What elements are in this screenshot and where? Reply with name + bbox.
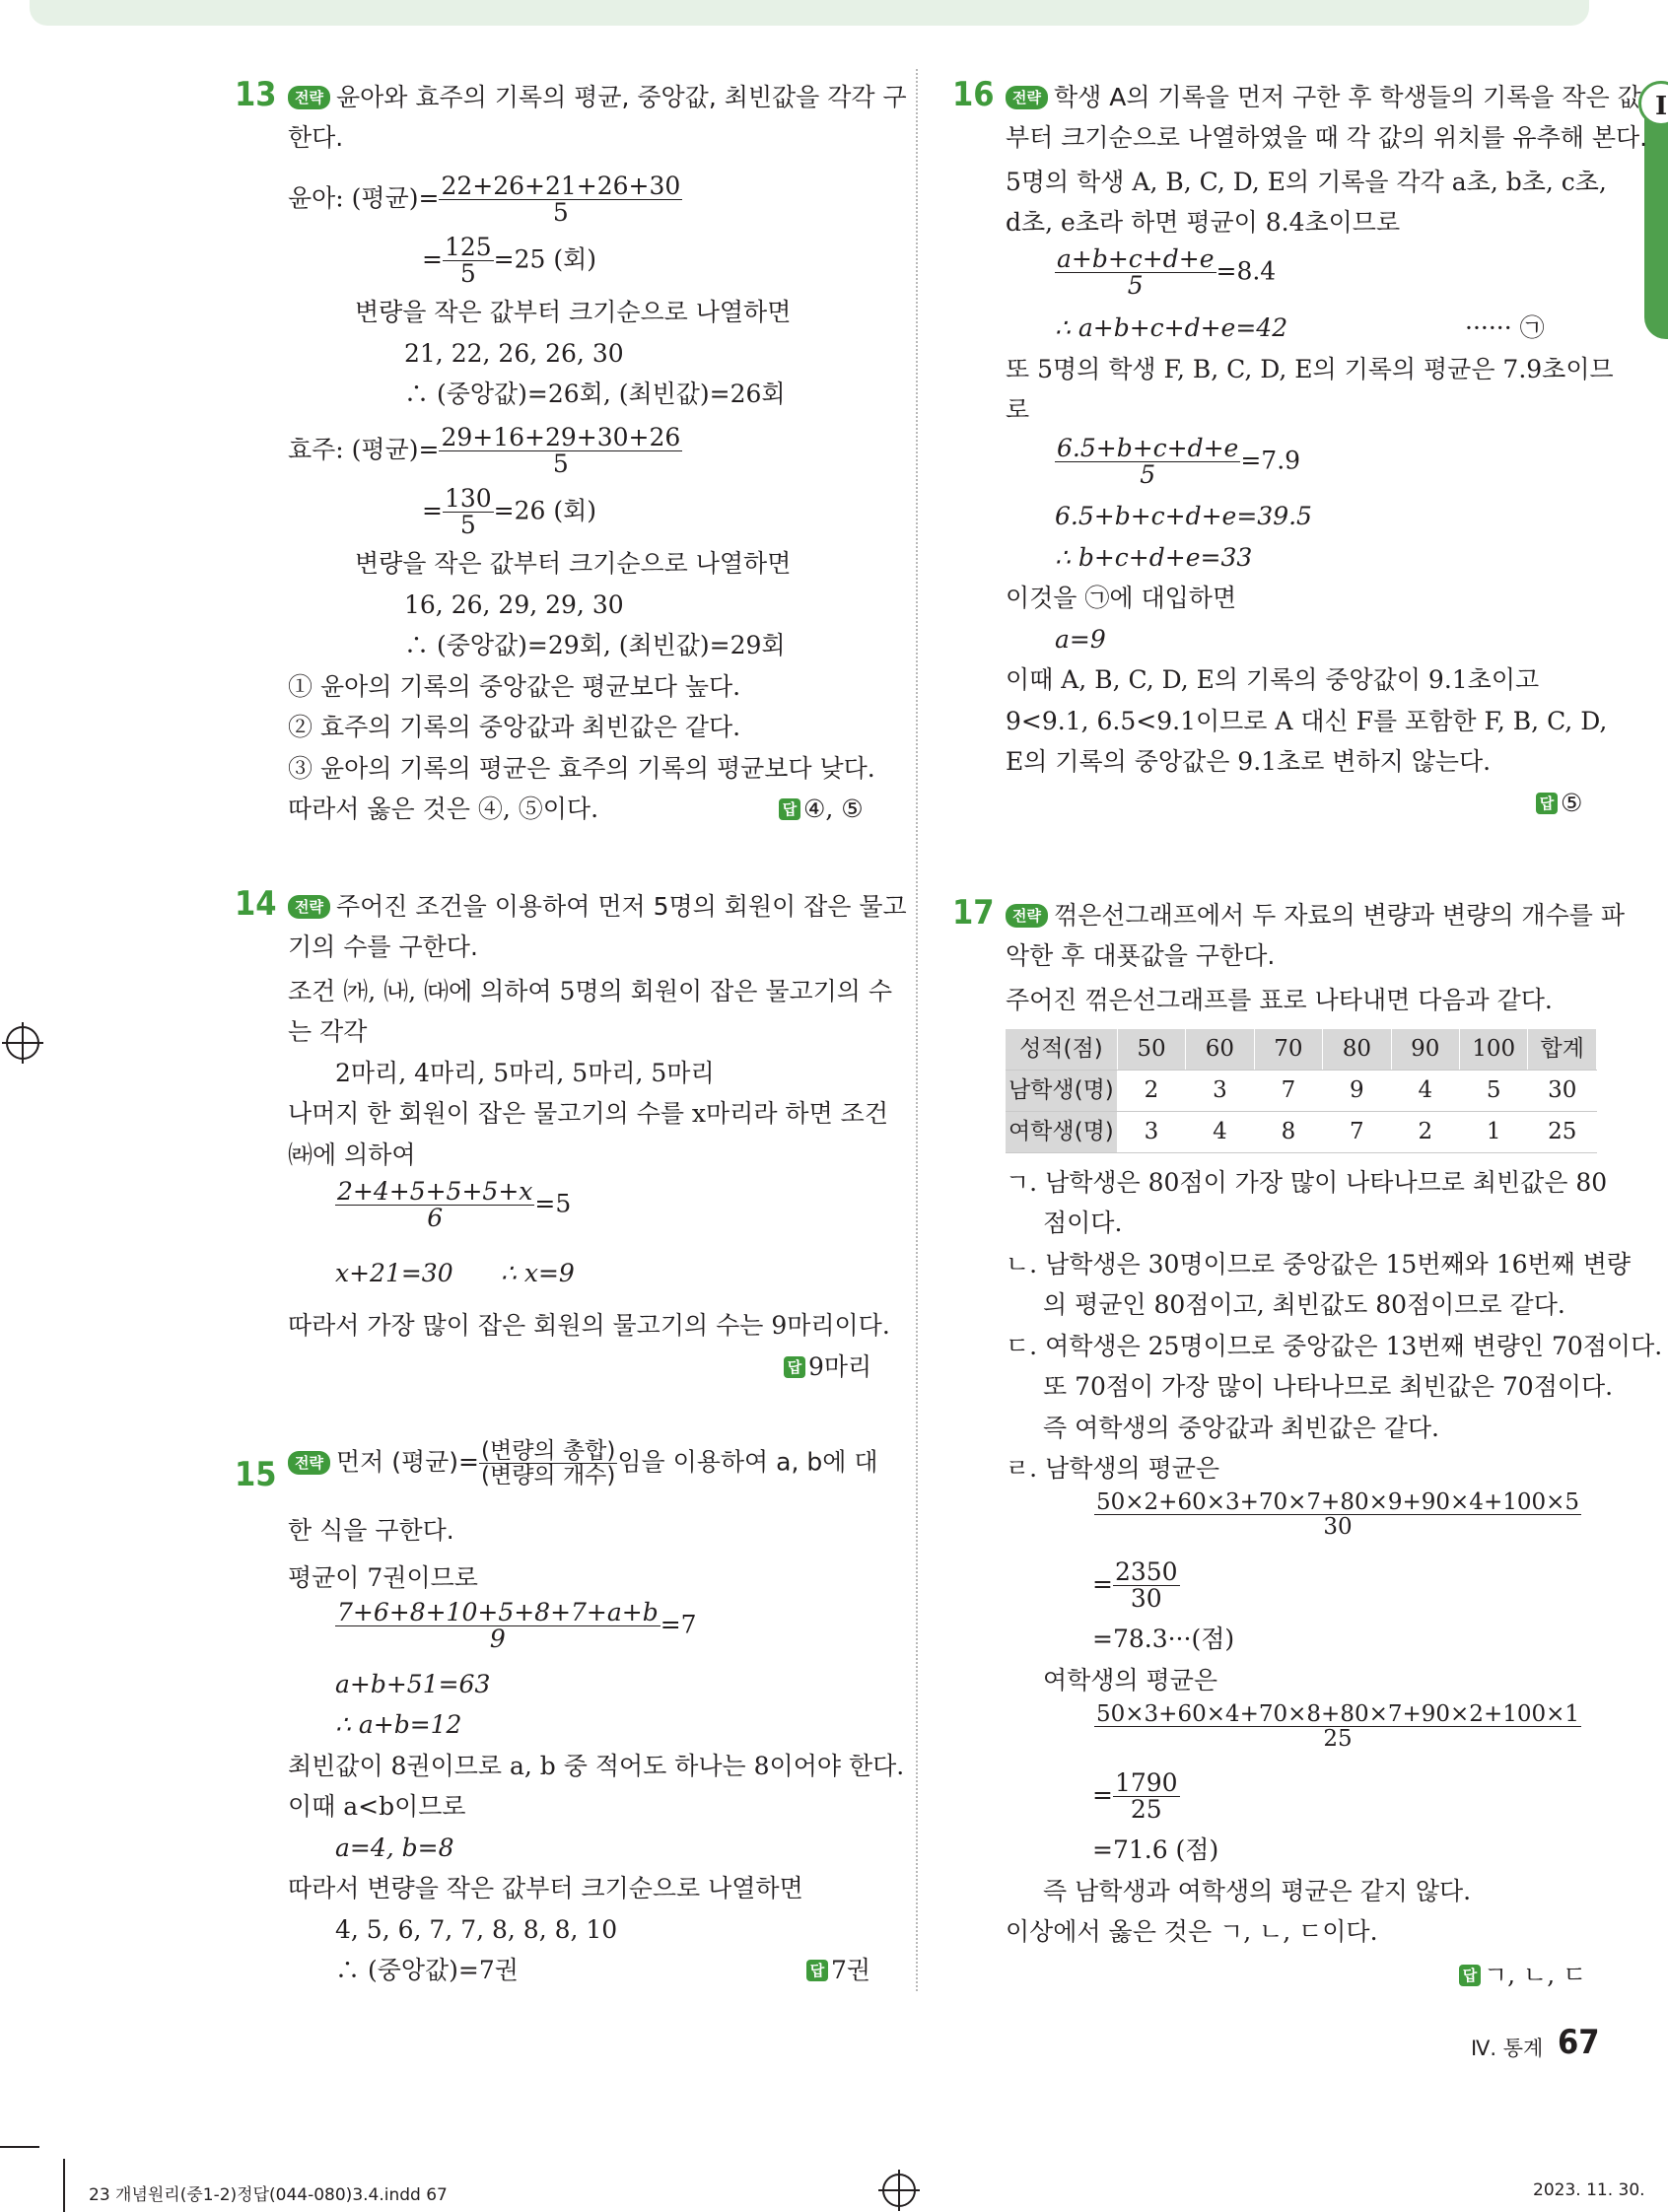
female-mean-expr: [1094, 1702, 1581, 1751]
final-line: 이상에서 옳은 것은 ㄱ, ㄴ, ㄷ이다.: [1006, 1917, 1378, 1946]
equation: ∴ a+b=12: [335, 1710, 462, 1739]
item-mark: ㄹ.: [1006, 1454, 1038, 1483]
sorted-values: 4, 5, 6, 7, 7, 8, 8, 8, 10: [335, 1915, 618, 1944]
female-mean-result: =71.6 (점): [1092, 1835, 1219, 1864]
body-line: 로: [1006, 395, 1030, 424]
table-row-header: 여학생(명): [1006, 1112, 1117, 1153]
fraction-num: 6.5+b+c+d+e: [1057, 434, 1239, 462]
fraction-den: 5: [552, 449, 569, 479]
answer-badge: 답: [784, 1356, 805, 1378]
male-mean-result: =78.3···(점): [1092, 1624, 1235, 1653]
yuna-mean: [288, 173, 682, 227]
page-number: 67: [1558, 2023, 1600, 2062]
strategy-text-cont: 한 식을 구한다.: [288, 1516, 454, 1545]
equation-tag: ······ ㉠: [1465, 313, 1545, 342]
problem-number: 14: [235, 884, 277, 924]
body-line: 주어진 꺾은선그래프를 표로 나타내면 다음과 같다.: [1006, 986, 1553, 1014]
conclusion: ∴ (중앙값)=26회, (최빈값)=26회: [404, 380, 786, 408]
yuna-mean-2: [422, 235, 596, 288]
strategy-text: 꺾은선그래프에서 두 자료의 변량과 변량의 개수를 파: [1053, 901, 1625, 930]
sort-text: 변량을 작은 값부터 크기순으로 나열하면: [355, 549, 792, 578]
answer: [1459, 1955, 1586, 1995]
fraction-num: 22+26+21+26+30: [441, 172, 681, 200]
body-line: 조건 ㈎, ㈏, ㈐에 의하여 5명의 회원이 잡은 물고기의 수: [288, 977, 893, 1005]
fraction-num: a+b+c+d+e: [1057, 244, 1215, 273]
chapter-tab-label: I: [1638, 81, 1668, 126]
body-line: 는 각각: [288, 1017, 368, 1046]
registration-mark-bottom: [882, 2174, 916, 2207]
female-mean-2: [1092, 1770, 1180, 1824]
strategy-text: 윤아와 효주의 기록의 평균, 중앙값, 최빈값을 각각 구: [335, 83, 907, 111]
table-cell: 3: [1117, 1112, 1185, 1153]
fraction: [439, 173, 682, 227]
problem-number: 15: [235, 1455, 277, 1494]
table-header-cell: 70: [1254, 1029, 1322, 1071]
statement-mark: ②: [288, 713, 313, 741]
table-cell: 3: [1186, 1071, 1254, 1112]
final-line: 따라서 가장 많이 잡은 회원의 물고기의 수는 9마리이다.: [288, 1311, 890, 1340]
equation: [1055, 436, 1300, 489]
table-cell: 2: [1117, 1071, 1185, 1112]
fraction-num: 130: [444, 484, 492, 513]
strategy-text-cont: 한다.: [288, 123, 344, 152]
fraction: [439, 425, 682, 478]
answer: [784, 1347, 871, 1387]
result: =25 (회): [493, 244, 597, 274]
answer-badge: 답: [806, 1960, 828, 1981]
fraction: [1113, 1559, 1180, 1613]
statement-mark: ①: [288, 672, 313, 701]
table-cell: 7: [1323, 1112, 1391, 1153]
item-text: 즉 남학생과 여학생의 평균은 같지 않다.: [1043, 1877, 1472, 1905]
right-column: [917, 0, 1663, 2070]
item-text: 즉 여학생의 중앙값과 최빈값은 같다.: [1043, 1414, 1439, 1442]
fraction: [1113, 1770, 1180, 1824]
problem-number: 17: [952, 893, 995, 933]
table-header-cell: 60: [1186, 1029, 1254, 1071]
body-line: ㈑에 의하여: [288, 1141, 416, 1169]
item-mark: ㄷ.: [1006, 1332, 1038, 1360]
fraction-num: 2+4+5+5+5+x: [337, 1177, 533, 1206]
fraction-den: 25: [1130, 1795, 1162, 1825]
rhs: =7: [660, 1610, 697, 1639]
fraction: [1094, 1702, 1581, 1751]
footer-date: 2023. 11. 30.: [1533, 2180, 1645, 2200]
equation: [335, 1179, 571, 1232]
strategy-text: 학생 A의 기록을 먼저 구한 후 학생들의 기록을 작은 값: [1053, 83, 1641, 111]
fraction: [1055, 436, 1240, 489]
table-header-cell: 성적(점): [1006, 1029, 1117, 1071]
strategy-text-cont: 부터 크기순으로 나열하였을 때 각 값의 위치를 유추해 본다.: [1006, 123, 1648, 152]
answer-text: 7권: [831, 1956, 871, 1984]
trim-line: [0, 2146, 39, 2148]
item-n: [1006, 1244, 1631, 1284]
conclusion: ∴ (중앙값)=29회, (최빈값)=29회: [404, 631, 786, 659]
answer-text: ㄱ, ㄴ, ㄷ: [1484, 1961, 1587, 1989]
table-header-cell: 80: [1323, 1029, 1391, 1071]
body-line: 이것을 ㉠에 대입하면: [1006, 584, 1237, 612]
statement-text: 효주의 기록의 중앙값과 최빈값은 같다.: [319, 713, 741, 741]
strategy-line: [288, 1439, 877, 1487]
fraction-den: 6: [427, 1204, 444, 1233]
statement-3: [288, 748, 875, 789]
statement-text: 윤아의 기록의 평균은 효주의 기록의 평균보다 낮다.: [319, 754, 875, 783]
hyoju-label: 효주: (평균)=: [288, 435, 440, 464]
equation: ∴ a+b+c+d+e=42: [1055, 313, 1288, 342]
fraction: [443, 235, 494, 288]
body-line: 나머지 한 회원이 잡은 물고기의 수를 x마리라 하면 조건: [288, 1099, 888, 1128]
fraction-den: 30: [1323, 1514, 1353, 1541]
body-line: d초, e초라 하면 평균이 8.4초이므로: [1006, 208, 1401, 237]
equation: [1055, 246, 1276, 300]
strategy-line: [1006, 895, 1625, 935]
section-label: Ⅳ. 통계: [1471, 2037, 1544, 2060]
eq: =: [422, 244, 443, 274]
table-header-row: [1006, 1029, 1597, 1071]
male-mean-2: [1092, 1559, 1180, 1613]
strategy-badge: 전략: [288, 86, 330, 109]
problem-number: 13: [235, 75, 277, 114]
footer-file-info: 23 개념원리(중1-2)정답(044-080)3.4.indd 67: [89, 2185, 448, 2205]
table-header-cell: 합계: [1528, 1029, 1597, 1071]
fraction-num: 29+16+29+30+26: [441, 423, 681, 451]
sorted-values: 21, 22, 26, 26, 30: [404, 339, 624, 368]
trim-line: [63, 2159, 65, 2212]
eq: =: [1092, 1569, 1113, 1599]
table-row: [1006, 1112, 1597, 1153]
registration-mark-left: [6, 1026, 39, 1060]
body-line: 이때 A, B, C, D, E의 기록의 중앙값이 9.1초이고: [1006, 665, 1540, 694]
item-text: 남학생은 80점이 가장 많이 나타나므로 최빈값은 80: [1045, 1168, 1608, 1197]
statement-text: 윤아의 기록의 중앙값은 평균보다 높다.: [319, 672, 741, 701]
fraction: [335, 1179, 534, 1232]
fraction-num: 2350: [1114, 1557, 1178, 1586]
answer: [806, 1950, 870, 1990]
eq: =: [1092, 1780, 1113, 1810]
body-line: 최빈값이 8권이므로 a, b 중 적어도 하나는 8이어야 한다.: [288, 1752, 905, 1780]
male-mean-expr: [1094, 1490, 1581, 1539]
equation: ∴ b+c+d+e=33: [1055, 543, 1253, 572]
item-text: 점이다.: [1043, 1209, 1123, 1237]
item-mark: ㄱ.: [1006, 1168, 1038, 1197]
table-cell: 1: [1460, 1112, 1528, 1153]
fraction-num: 125: [444, 233, 492, 261]
body-line: 9<9.1, 6.5<9.1이므로 A 대신 F를 포함한 F, B, C, D,: [1006, 707, 1608, 735]
fraction: [335, 1600, 660, 1653]
answer-badge: 답: [1536, 793, 1558, 814]
strategy-text-cont: 악한 후 대푯값을 구한다.: [1006, 941, 1276, 970]
body-line: 이때 a<b이므로: [288, 1792, 466, 1821]
equation: [335, 1600, 697, 1653]
item-text: 또 70점이 가장 많이 나타나므로 최빈값은 70점이다.: [1043, 1372, 1614, 1401]
rhs: =5: [534, 1189, 572, 1218]
hyoju-mean-2: [422, 486, 596, 539]
table-row: [1006, 1071, 1597, 1112]
strategy-text: 먼저 (평균)=: [335, 1447, 479, 1477]
item-g: [1006, 1162, 1607, 1203]
rhs: =8.4: [1216, 256, 1277, 286]
table-cell: 5: [1460, 1071, 1528, 1112]
fraction-den: (변량의 개수): [481, 1463, 616, 1489]
strategy-text-cont: 기의 수를 구한다.: [288, 933, 478, 961]
fraction-den: 25: [1323, 1726, 1353, 1753]
table-row-header: 남학생(명): [1006, 1071, 1117, 1112]
strategy-line: [288, 77, 907, 117]
fraction-num: 50×2+60×3+70×7+80×9+90×4+100×5: [1096, 1489, 1580, 1515]
fraction-num: 7+6+8+10+5+8+7+a+b: [337, 1598, 659, 1626]
strategy-badge: 전략: [288, 1451, 330, 1475]
table-cell: 8: [1254, 1112, 1322, 1153]
item-text: 의 평균인 80점이고, 최빈값도 80점이므로 같다.: [1043, 1290, 1565, 1319]
fraction-num: 1790: [1114, 1768, 1178, 1797]
strategy-line: [288, 886, 907, 927]
fraction-den: 5: [1140, 460, 1156, 490]
body-line: 평균이 7권이므로: [288, 1563, 478, 1592]
fraction-num: (변량의 총합): [481, 1438, 616, 1464]
table-cell: 7: [1254, 1071, 1322, 1112]
answer: [1536, 783, 1582, 823]
sort-text: 변량을 작은 값부터 크기순으로 나열하면: [355, 298, 792, 326]
yuna-label: 윤아: (평균)=: [288, 183, 440, 213]
table-cell: 25: [1528, 1112, 1597, 1153]
table-header-cell: 50: [1117, 1029, 1185, 1071]
table-header-cell: 100: [1460, 1029, 1528, 1071]
equation: a=9: [1055, 625, 1106, 654]
table-cell: 4: [1391, 1071, 1459, 1112]
final-line: 따라서 옳은 것은 ④, ⑤이다.: [288, 795, 599, 823]
body-line: 5명의 학생 A, B, C, D, E의 기록을 각각 a초, b초, c초,: [1006, 168, 1607, 196]
strategy-line: [1006, 77, 1641, 117]
body-line: 따라서 변량을 작은 값부터 크기순으로 나열하면: [288, 1874, 803, 1902]
table-header-cell: 90: [1391, 1029, 1459, 1071]
fraction-den: 5: [459, 259, 476, 289]
fraction-den: 9: [489, 1624, 506, 1654]
equation: ∴ x=9: [501, 1259, 575, 1287]
equation: x+21=30: [335, 1259, 453, 1287]
hyoju-mean: [288, 425, 682, 478]
sorted-values: 16, 26, 29, 29, 30: [404, 590, 624, 619]
statement-1: [288, 666, 740, 707]
table-cell: 9: [1323, 1071, 1391, 1112]
fraction-den: 5: [552, 198, 569, 228]
fraction-den: 5: [459, 511, 476, 540]
strategy-badge: 전략: [288, 895, 330, 919]
score-table: [1006, 1029, 1597, 1153]
fraction: [1094, 1490, 1581, 1539]
answer-text: ④, ⑤: [803, 795, 864, 823]
result: =26 (회): [493, 496, 597, 525]
fraction: [1055, 246, 1216, 300]
body-line: 2마리, 4마리, 5마리, 5마리, 5마리: [335, 1059, 715, 1087]
answer: [779, 789, 864, 829]
equation: 6.5+b+c+d+e=39.5: [1055, 502, 1312, 530]
table-cell: 4: [1186, 1112, 1254, 1153]
strategy-text: 주어진 조건을 이용하여 먼저 5명의 회원이 잡은 물고: [335, 892, 907, 921]
rhs: =7.9: [1240, 446, 1301, 475]
table-cell: 2: [1391, 1112, 1459, 1153]
fraction: [479, 1439, 617, 1487]
conclusion: ∴ (중앙값)=7권: [335, 1956, 519, 1984]
item-text: 남학생은 30명이므로 중앙값은 15번째와 16번째 변량: [1045, 1250, 1632, 1279]
equation: a=4, b=8: [335, 1833, 454, 1862]
item-text: 남학생의 평균은: [1045, 1454, 1220, 1483]
statement-mark: ③: [288, 754, 313, 783]
item-text: 여학생은 25명이므로 중앙값은 13번째 변량인 70점이다.: [1045, 1332, 1663, 1360]
item-text: 여학생의 평균은: [1043, 1666, 1217, 1694]
eq: =: [422, 496, 443, 525]
fraction-num: 50×3+60×4+70×8+80×7+90×2+100×1: [1096, 1701, 1580, 1727]
answer-badge: 답: [1459, 1965, 1481, 1986]
item-r: [1006, 1448, 1219, 1488]
fraction-den: 30: [1130, 1584, 1162, 1614]
answer-text: 9마리: [808, 1352, 872, 1381]
item-d: [1006, 1326, 1662, 1366]
item-mark: ㄴ.: [1006, 1250, 1038, 1279]
fraction: [443, 486, 494, 539]
body-line: E의 기록의 중앙값은 9.1초로 변하지 않는다.: [1006, 747, 1492, 776]
fraction-den: 5: [1127, 271, 1144, 301]
answer-badge: 답: [779, 798, 800, 820]
answer-text: ⑤: [1561, 789, 1583, 817]
strategy-badge: 전략: [1006, 904, 1048, 928]
statement-2: [288, 707, 740, 747]
table-cell: 30: [1528, 1071, 1597, 1112]
strategy-badge: 전략: [1006, 86, 1048, 109]
strategy-text: 임을 이용하여 a, b에 대: [617, 1447, 878, 1477]
equation: a+b+51=63: [335, 1670, 491, 1698]
problem-number: 16: [952, 75, 995, 114]
body-line: 또 5명의 학생 F, B, C, D, E의 기록의 평균은 7.9초이므: [1006, 355, 1614, 383]
